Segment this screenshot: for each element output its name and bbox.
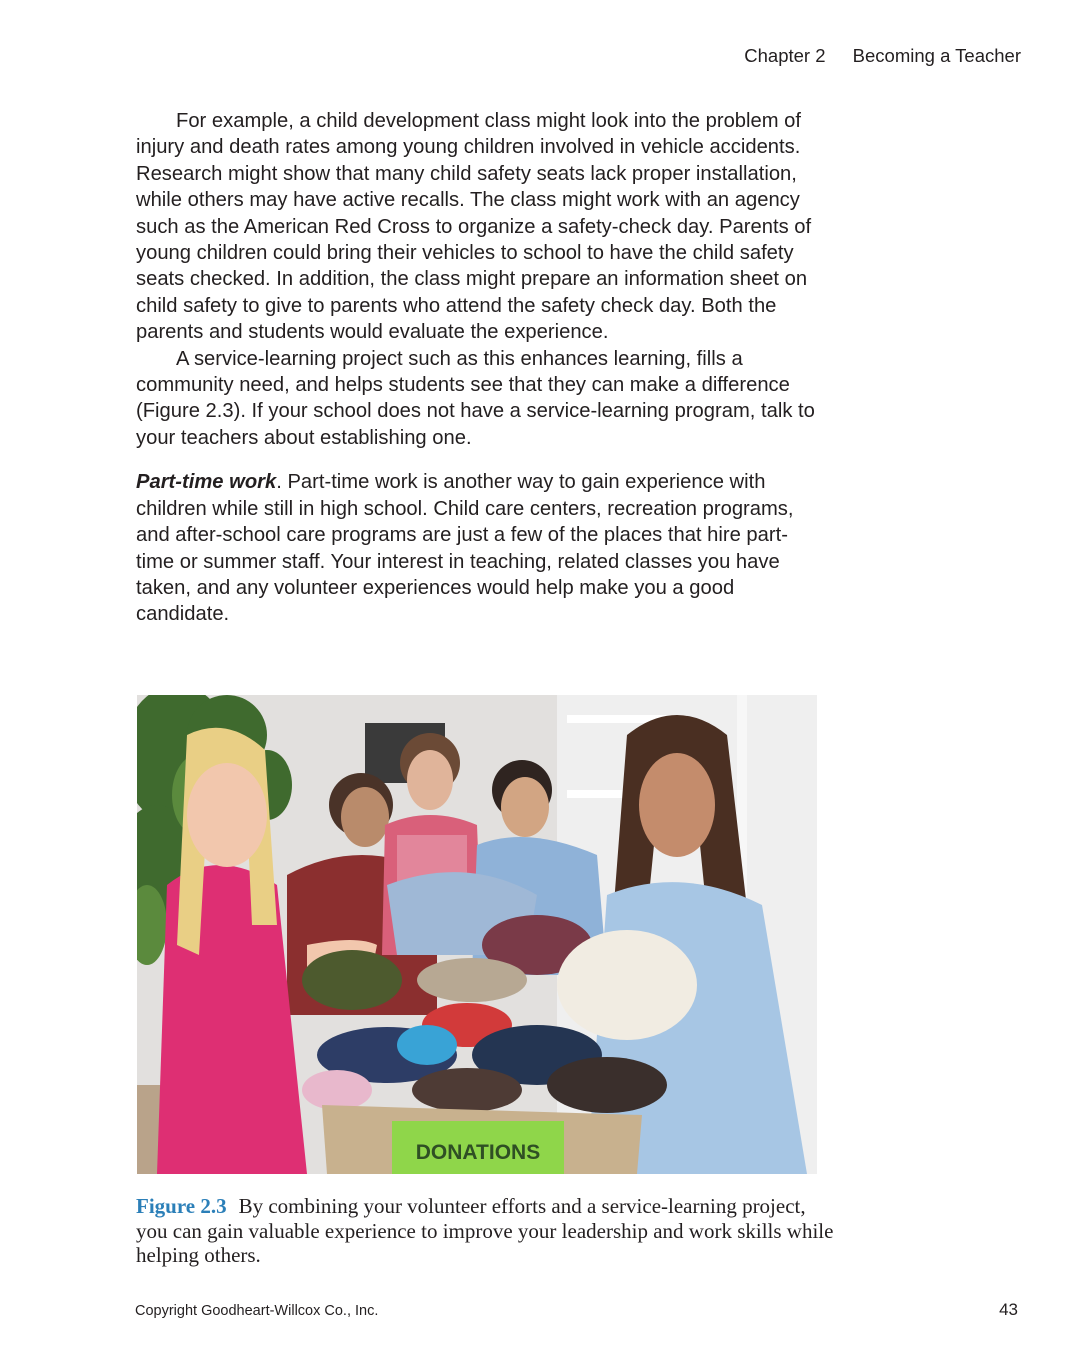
figure-caption-text: By combining your volunteer efforts and a service-learning project, you can gain valuable experience to improve your leadership and work skills while helping others. (136, 1194, 834, 1267)
figure-label: Figure 2.3 (136, 1194, 227, 1218)
chapter-title: Becoming a Teacher (852, 45, 1021, 66)
body-text (136, 108, 818, 628)
donations-box-label: DONATIONS (415, 1141, 541, 1164)
copyright-notice: Copyright Goodheart-Willcox Co., Inc. (135, 1303, 379, 1319)
figure-caption (136, 1194, 836, 1268)
chapter-number: Chapter 2 (744, 45, 826, 66)
paragraph-part-time-work (136, 469, 818, 627)
paragraph-service-learning: A service-learning project such as this enhances learning, fills a community need, and helps students see that they can make a difference (Figure 2.3). If your school does not have a service-learning program, talk to your teachers about establishing one. (136, 347, 815, 449)
page-number: 43 (999, 1300, 1018, 1319)
figure-photo (137, 695, 817, 1174)
paragraph-part-time-text: . Part-time work is another way to gain experience with children while still in high school. Child care centers, recreation programs, and after-school care programs are just a few of the places that hire part-time or summer staff. Your interest in teaching, related classes you have taken, and any volunteer experiences would help make you a good candidate. (136, 471, 794, 626)
run-in-heading: Part-time work (136, 471, 277, 494)
running-head (744, 45, 1021, 67)
paragraph-child-safety: For example, a child development class might look into the problem of injury and death rates among young children involved in vehicle accidents. Research might show that many child safety seats lack proper installation, while others may have active recalls. The class might work with an agency such as the American Red Cross to organize a safety-check day. Parents of young children could bring their vehicles to school to have the child safety seats checked. In addition, the class might prepare an information sheet on child safety to give to parents who attend the safety check day. Both the parents and students would evaluate the experience. (136, 110, 812, 344)
